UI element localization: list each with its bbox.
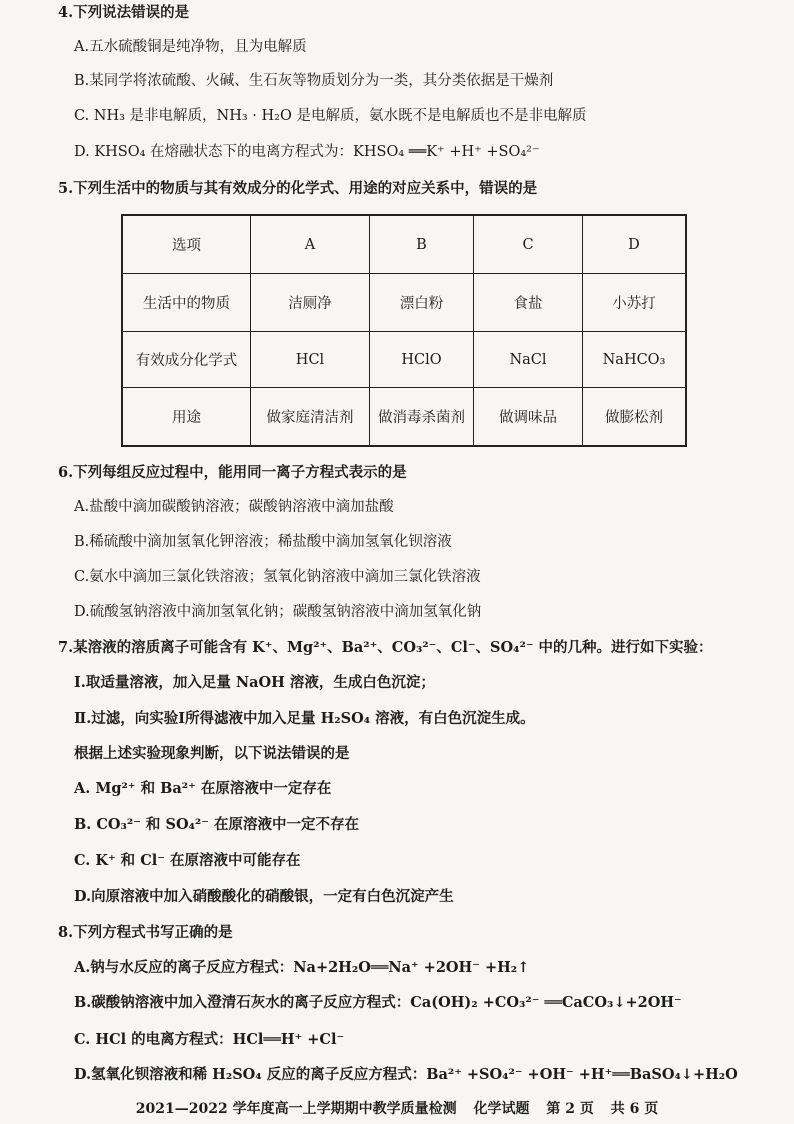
q5-stem: 5.下列生活中的物质与其有效成分的化学式、用途的对应关系中，错误的是 — [58, 180, 538, 197]
q4-option-b: B.某同学将浓硫酸、火碱、生石灰等物质划分为一类，其分类依据是干燥剂 — [74, 73, 554, 89]
page-footer — [0, 1098, 794, 1118]
table-cell: 漂白粉 — [370, 274, 474, 332]
footer-total: 共 6 页 — [610, 1101, 659, 1117]
table-cell: 做消毒杀菌剂 — [370, 388, 474, 447]
footer-subject: 化学试题 — [473, 1101, 530, 1117]
footer-title: 2021—2022 学年度高一上学期期中教学质量检测 — [135, 1101, 457, 1117]
table-cell: 做膨松剂 — [583, 388, 687, 447]
table-cell: 生活中的物质 — [122, 274, 251, 332]
table-cell: B — [370, 215, 474, 274]
q4-option-c: C. NH₃ 是非电解质，NH₃ · H₂O 是电解质，氨水既不是电解质也不是非电解质 — [74, 108, 587, 124]
table-cell: 小苏打 — [583, 274, 687, 332]
q6-option-b: B.稀硫酸中滴加氢氧化钾溶液；稀盐酸中滴加氢氧化钡溶液 — [74, 534, 452, 550]
q7-option-b: B. CO₃²⁻ 和 SO₄²⁻ 在原溶液中一定不存在 — [74, 816, 359, 833]
table-cell: HClO — [370, 332, 474, 388]
q5-table — [121, 214, 687, 447]
q6-stem: 6.下列每组反应过程中，能用同一离子方程式表示的是 — [58, 464, 407, 481]
q7-option-a: A. Mg²⁺ 和 Ba²⁺ 在原溶液中一定存在 — [74, 780, 332, 797]
q6-option-a: A.盐酸中滴加碳酸钠溶液；碳酸钠溶液中滴加盐酸 — [74, 499, 394, 515]
q7-prompt: 根据上述实验现象判断，以下说法错误的是 — [74, 745, 350, 762]
q8-option-c: C. HCl 的电离方程式：HCl══H⁺ +Cl⁻ — [74, 1031, 345, 1048]
q8-option-a: A.钠与水反应的离子反应方程式：Na+2H₂O══Na⁺ +2OH⁻ +H₂↑ — [74, 959, 530, 976]
footer-page: 第 2 页 — [546, 1101, 594, 1117]
q4-option-d: D. KHSO₄ 在熔融状态下的电离方程式为：KHSO₄ ══K⁺ +H⁺ +SO₄²⁻ — [74, 144, 540, 160]
table-cell: 做调味品 — [474, 388, 583, 447]
table-row — [122, 332, 686, 388]
table-cell: HCl — [251, 332, 370, 388]
q7-option-c: C. K⁺ 和 Cl⁻ 在原溶液中可能存在 — [74, 852, 301, 869]
table-cell: NaCl — [474, 332, 583, 388]
q4-stem: 4.下列说法错误的是 — [58, 4, 190, 21]
q8-stem: 8.下列方程式书写正确的是 — [58, 924, 233, 941]
table-cell: 选项 — [122, 215, 251, 274]
table-row — [122, 388, 686, 447]
table-cell: A — [251, 215, 370, 274]
table-cell: 食盐 — [474, 274, 583, 332]
q7-stem: 7.某溶液的溶质离子可能含有 K⁺、Mg²⁺、Ba²⁺、CO₃²⁻、Cl⁻、SO₄²⁻ 中的几种。进行如下实验： — [58, 639, 713, 656]
table-cell: D — [583, 215, 687, 274]
table-cell: 洁厕净 — [251, 274, 370, 332]
q4-option-a: A.五水硫酸铜是纯净物，且为电解质 — [74, 39, 307, 55]
table-cell: 有效成分化学式 — [122, 332, 251, 388]
q8-option-b: B.碳酸钠溶液中加入澄清石灰水的离子反应方程式：Ca(OH)₂ +CO₃²⁻ ══CaCO₃↓+2OH⁻ — [74, 994, 682, 1011]
q6-option-c: C.氨水中滴加三氯化铁溶液；氢氧化钠溶液中滴加三氯化铁溶液 — [74, 569, 481, 585]
table-cell: 做家庭清洁剂 — [251, 388, 370, 447]
table-header-row — [122, 215, 686, 274]
q6-option-d: D.硫酸氢钠溶液中滴加氢氧化钠；碳酸氢钠溶液中滴加氢氧化钠 — [74, 604, 482, 620]
table-row — [122, 274, 686, 332]
table-cell: NaHCO₃ — [583, 332, 687, 388]
q8-option-d: D.氢氧化钡溶液和稀 H₂SO₄ 反应的离子反应方程式：Ba²⁺ +SO₄²⁻ +OH⁻ +H⁺══BaSO₄↓+H₂O — [74, 1066, 738, 1083]
q7-option-d: D.向原溶液中加入硝酸酸化的硝酸银，一定有白色沉淀产生 — [74, 888, 454, 905]
table-cell: C — [474, 215, 583, 274]
q7-step-2: Ⅱ.过滤，向实验Ⅰ所得滤液中加入足量 H₂SO₄ 溶液，有白色沉淀生成。 — [74, 710, 535, 727]
q7-step-1: Ⅰ.取适量溶液，加入足量 NaOH 溶液，生成白色沉淀； — [74, 674, 435, 691]
table-cell: 用途 — [122, 388, 251, 447]
